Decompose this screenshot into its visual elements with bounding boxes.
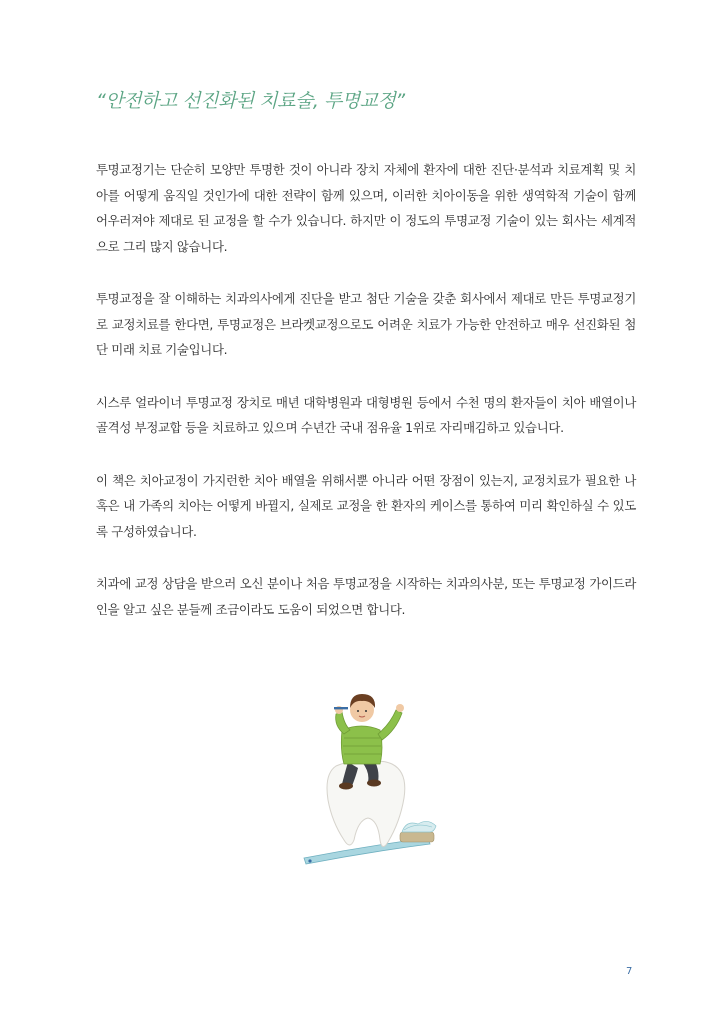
child-on-tooth-illustration <box>296 680 446 870</box>
text-line: 인을 알고 싶은 분들께 조금이라도 도움이 되었으면 합니다. <box>96 601 406 617</box>
text-line: 로 교정치료를 한다면, 투명교정은 브라켓교정으로도 어려운 치료가 가능한 안전하고 매우 선진화된 첨 <box>96 316 636 332</box>
paragraph <box>96 571 636 622</box>
text-line: 투명교정기는 단순히 모양만 투명한 것이 아니라 장치 자체에 환자에 대한 진단·분석과 치료계획 및 치 <box>96 162 636 177</box>
paragraph <box>96 157 636 259</box>
paragraph <box>96 390 636 441</box>
text-line: 단 미래 치료 기술입니다. <box>96 342 228 357</box>
body-text <box>96 157 636 649</box>
page-number: 7 <box>626 966 633 977</box>
text-line: 치과에 교정 상담을 받으러 오신 분이나 처음 투명교정을 시작하는 치과의사분, 또는 투명교정 가이드라 <box>96 576 636 591</box>
text-line: 시스루 얼라이너 투명교정 장치로 매년 대학병원과 대형병원 등에서 수천 명의 환자들이 치아 배열이나 <box>96 394 636 410</box>
tooth <box>327 761 405 846</box>
paragraph <box>96 468 636 545</box>
paragraph <box>96 286 636 363</box>
child-left-arm <box>336 712 350 734</box>
text-line: 골격성 부정교합 등을 치료하고 있으며 수년간 국내 점유율 1위로 자리매김하고 있습니다. <box>96 420 564 435</box>
text-line: 이 책은 치아교정이 가지런한 치아 배열을 위해서뿐 아니라 어떤 장점이 있는지, 교정치료가 필요한 나 <box>96 472 636 488</box>
child-right-arm <box>378 710 402 740</box>
text-line: 어우러져야 제대로 된 교정을 할 수가 있습니다. 하지만 이 정도의 투명교정 기술이 있는 회사는 세계적 <box>96 213 636 228</box>
text-line: 으로 그리 많지 않습니다. <box>96 238 228 254</box>
text-line: 투명교정을 잘 이해하는 치과의사에게 진단을 받고 첨단 기술을 갖춘 회사에서 제대로 만든 투명교정기 <box>96 291 636 306</box>
page-heading: “안전하고 선진화된 치료술, 투명교정” <box>96 90 405 112</box>
text-line: 아를 어떻게 움직일 것인가에 대한 전략이 함께 있으며, 이러한 치아이동을 위한 생역학적 기술이 함께 <box>96 187 636 203</box>
text-line: 혹은 내 가족의 치아는 어떻게 바뀔지, 실제로 교정을 한 환자의 케이스를 통하여 미리 확인하실 수 있도 <box>96 498 636 513</box>
toothbrush-head <box>400 832 434 842</box>
text-line: 록 구성하였습니다. <box>96 523 197 539</box>
